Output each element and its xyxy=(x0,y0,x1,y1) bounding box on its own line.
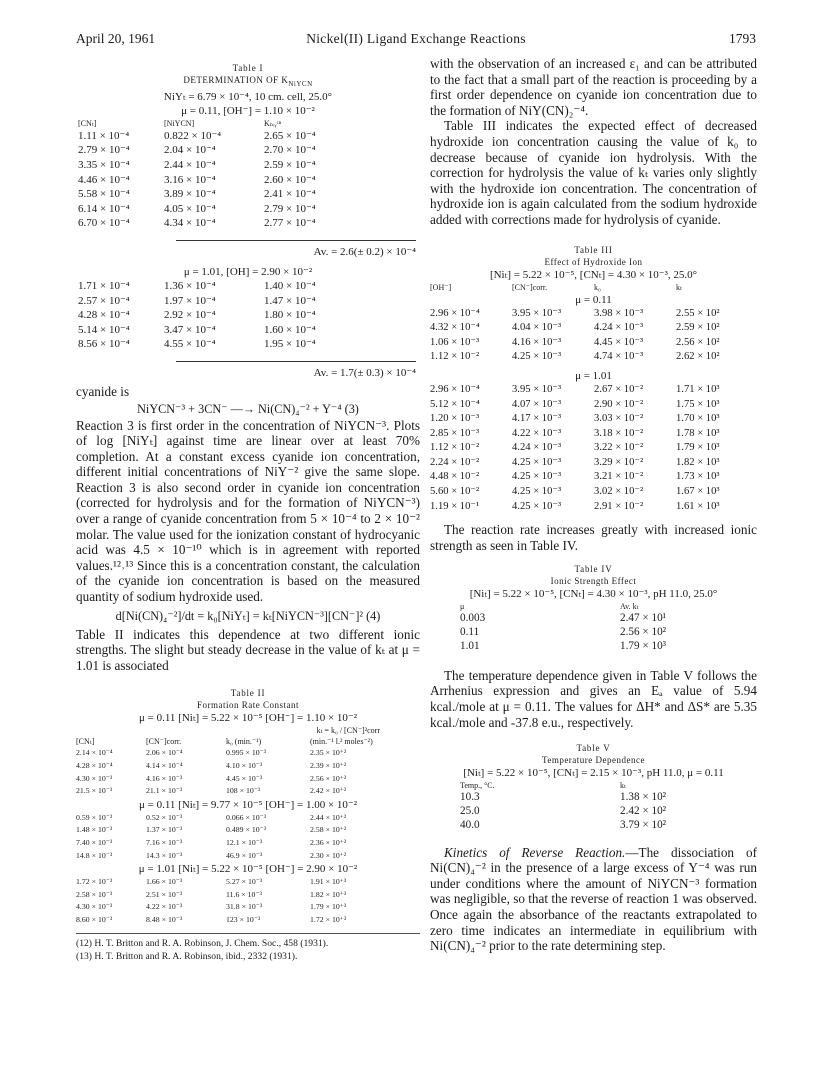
table-2-cell: 7.16 × 10⁻³ xyxy=(146,837,183,847)
table-2-grid-c xyxy=(76,876,420,926)
table-4-cell: 0.11 xyxy=(460,626,480,639)
running-header xyxy=(76,31,756,51)
table-2-cell: 4.30 × 10⁻³ xyxy=(76,902,113,912)
table-2-row xyxy=(76,812,420,825)
table-1-row xyxy=(78,308,338,323)
paragraph-temperature: The temperature dependence given in Table V follows the Arrhenius expression and gives an Eₐ value of 5.94 kcal./mole at μ = 0.11. The values for ΔH* and ΔS* are 5.35 kcal./mole and -37.8 e.u., respectively. xyxy=(430,667,757,730)
table-1-cell: 2.57 × 10⁻⁴ xyxy=(78,294,130,307)
table-4-label: Table IV xyxy=(574,564,613,575)
table-3-cell: 1.82 × 10³ xyxy=(676,456,720,468)
table-3-cell: 4.32 × 10⁻⁴ xyxy=(430,322,480,334)
table-1 xyxy=(76,62,420,380)
table-2-cell: 4.10 × 10⁻³ xyxy=(226,761,263,771)
table-3-cell: 1.61 × 10³ xyxy=(676,500,720,512)
table-4-row xyxy=(460,626,720,640)
table-1-cell: 1.97 × 10⁻⁴ xyxy=(164,294,216,307)
table-2-cell: 2.58 × 10⁺² xyxy=(310,825,347,835)
table-3-caption: Effect of Hydroxide Ion xyxy=(544,256,643,267)
table-3-cell: 4.22 × 10⁻³ xyxy=(512,427,562,439)
table-3-cell: 1.73 × 10³ xyxy=(676,471,720,483)
table-4-cell: 0.003 xyxy=(460,612,486,625)
table-3-grid-b xyxy=(430,383,757,514)
table-1-caption: DETERMINATION OF $K_{NiYCN}$ xyxy=(183,75,313,88)
header-date: April 20, 1961 xyxy=(76,31,156,46)
table-2-cell: 7.40 × 10⁻³ xyxy=(76,837,113,847)
table-1-cell: 1.80 × 10⁻⁴ xyxy=(264,309,316,322)
table-2-cell: 2.42 × 10⁺² xyxy=(310,786,347,796)
table-1-conditions-2: μ = 0.11, [OH⁻] = 1.10 × 10⁻² xyxy=(181,104,315,117)
table-1-header: [CNₜ] xyxy=(78,118,97,128)
table-4-cell: 1.01 xyxy=(460,640,480,653)
table-2-cell: 0.489 × 10⁻³ xyxy=(226,825,267,835)
table-2-row xyxy=(76,837,420,850)
table-4-cell: 2.56 × 10² xyxy=(620,626,667,639)
table-2-cell: 1.79 × 10⁺³ xyxy=(310,902,347,912)
table-2-header: [CN⁻]corr. xyxy=(146,737,182,747)
table-1-cell: 0.822 × 10⁻⁴ xyxy=(164,129,222,142)
table-1-cell: 5.58 × 10⁻⁴ xyxy=(78,188,130,201)
table-5-cell: 3.79 × 10² xyxy=(620,818,667,831)
table-3-row xyxy=(430,321,757,336)
table-3-cell: 3.21 × 10⁻² xyxy=(594,471,644,483)
table-4-caption: Ionic Strength Effect xyxy=(550,576,637,587)
table-3-cell: 1.67 × 10³ xyxy=(676,486,720,498)
table-3-mu-2: μ = 1.01 xyxy=(575,369,612,382)
table-2-conditions-2: μ = 0.11 [Niₜ] = 9.77 × 10⁻⁵ [OH⁻] = 1.00 × 10⁻² xyxy=(138,798,358,811)
table-2-cell: 8.60 × 10⁻³ xyxy=(76,914,113,924)
table-2-cell: 14.3 × 10⁻³ xyxy=(146,850,183,860)
table-2-row xyxy=(76,747,420,760)
table-2-conditions-3: μ = 1.01 [Niₜ] = 5.22 × 10⁻⁵ [OH⁻] = 2.90 × 10⁻² xyxy=(138,863,358,876)
table-3-row xyxy=(430,383,757,398)
table-1-cell: 6.14 × 10⁻⁴ xyxy=(78,202,130,215)
table-3-cell: 1.71 × 10³ xyxy=(676,383,720,395)
paragraph-table-2-intro: Table II indicates this dependence at two different ionic strengths. The slight but steady decrease in the value of kₜ at μ = 1.01 is associated xyxy=(76,626,420,673)
table-3-cell: 4.25 × 10⁻³ xyxy=(512,456,562,468)
table-2-cell: 46.9 × 10⁻³ xyxy=(226,850,263,860)
table-3-cell: 5.60 × 10⁻² xyxy=(430,486,480,498)
table-1-cell: 2.41 × 10⁻⁴ xyxy=(264,188,316,201)
table-1-row xyxy=(78,158,338,173)
table-3-cell: 4.25 × 10⁻³ xyxy=(512,486,562,498)
table-3-row xyxy=(430,456,757,471)
table-1-cell: 2.79 × 10⁻⁴ xyxy=(78,144,130,157)
table-1-cell: 1.36 × 10⁻⁴ xyxy=(164,279,216,292)
table-2-cell: 5.27 × 10⁻³ xyxy=(226,877,263,887)
table-2-cell: 1.72 × 10⁺³ xyxy=(310,914,347,924)
table-3-cell: 3.02 × 10⁻² xyxy=(594,486,644,498)
table-3-cell: 4.24 × 10⁻³ xyxy=(512,442,562,454)
table-2-cell: 1.37 × 10⁻³ xyxy=(146,825,183,835)
table-3 xyxy=(430,244,757,515)
table-4-row xyxy=(460,640,720,654)
table-2-row xyxy=(76,760,420,773)
table-1-row xyxy=(78,173,338,188)
table-2-cell: 0.52 × 10⁻³ xyxy=(146,812,183,822)
table-3-cell: 2.24 × 10⁻² xyxy=(430,456,480,468)
table-3-cell: 2.90 × 10⁻² xyxy=(594,398,644,410)
table-2-cell: 108 × 10⁻³ xyxy=(226,786,261,796)
table-1-cell: 4.34 × 10⁻⁴ xyxy=(164,217,216,230)
table-2-cell: 4.28 × 10⁻⁴ xyxy=(76,761,113,771)
table-3-cell: 1.06 × 10⁻³ xyxy=(430,336,480,348)
table-3-cell: 2.96 × 10⁻⁴ xyxy=(430,307,480,319)
table-1-row xyxy=(78,279,338,294)
table-1-row xyxy=(78,187,338,202)
table-3-cell: 1.12 × 10⁻² xyxy=(430,351,480,363)
table-3-conditions: [Niₜ] = 5.22 × 10⁻⁵, [CNₜ] = 4.30 × 10⁻³, 25.0° xyxy=(489,268,698,281)
footnotes xyxy=(76,937,420,963)
table-1-header: Kₙᵢᵧᶜⁿ xyxy=(264,118,282,128)
paragraph-reaction-3: Reaction 3 is first order in the concentration of NiYCN⁻³. Plots of log [NiYₜ] against time are linear over at least 70% completion. At a constant excess cyanide ion concentration, different initial concentrations of NiY⁻² give the same slope. Reaction 3 is also second order in cyanide ion concentration (corrected for hydrolysis and for the formation of NiYCN⁻³) over a range of cyanide concentration from 5 × 10⁻⁴ to 2 × 10⁻² molar. The value used for the ionization constant of hydrocyanic acid was 4.5 × 10⁻¹⁰ which is in agreement with reported values.¹²˒¹³ Since this is a concentration constant, the calculation of the cyanide ion concentration is based on the measured quantity of sodium hydroxide used. xyxy=(76,417,420,605)
table-3-cell: 3.22 × 10⁻² xyxy=(594,442,644,454)
table-1-conditions: NiYₜ = 6.79 × 10⁻⁴, 10 cm. cell, 25.0° xyxy=(163,90,333,103)
table-1-row xyxy=(78,202,338,217)
table-1-row xyxy=(78,129,338,144)
table-1-grid-a xyxy=(78,118,338,231)
table-2-cell: 0.995 × 10⁻³ xyxy=(226,748,267,758)
table-1-cell: 2.70 × 10⁻⁴ xyxy=(264,144,316,157)
table-5-conditions: [Niₜ] = 5.22 × 10⁻⁵, [CNₜ] = 2.15 × 10⁻³, pH 11.0, μ = 0.11 xyxy=(463,767,724,780)
table-5-header: kₜ xyxy=(620,781,626,791)
table-5-label: Table V xyxy=(576,743,611,754)
table-1-cell: 2.60 × 10⁻⁴ xyxy=(264,173,316,186)
left-column xyxy=(76,56,420,963)
table-1-conditions-3: μ = 1.01, [OH] = 2.90 × 10⁻² xyxy=(183,265,313,278)
table-1-cell: 1.11 × 10⁻⁴ xyxy=(78,129,130,142)
table-2-cell: 21.1 × 10⁻³ xyxy=(146,786,183,796)
table-1-average-a: Av. = 2.6(± 0.2) × 10⁻⁴ xyxy=(76,231,416,259)
table-2-cell: 2.56 × 10⁺² xyxy=(310,773,347,783)
table-1-row xyxy=(78,337,338,352)
table-2-row xyxy=(76,785,420,798)
table-4-cell: 2.47 × 10¹ xyxy=(620,612,667,625)
table-3-label: Table III xyxy=(574,244,613,255)
table-2-cell: 14.8 × 10⁻³ xyxy=(76,850,113,860)
table-2-cell: 0.066 × 10⁻³ xyxy=(226,812,267,822)
table-2-grid-b xyxy=(76,812,420,862)
table-1-cell: 4.46 × 10⁻⁴ xyxy=(78,173,130,186)
table-2-row xyxy=(76,850,420,863)
table-3-cell: 1.75 × 10³ xyxy=(676,398,720,410)
table-3-row xyxy=(430,500,757,515)
table-5-grid xyxy=(460,780,720,832)
table-2-cell: 2.36 × 10⁺² xyxy=(310,837,347,847)
table-2-cell: 2.35 × 10⁺² xyxy=(310,748,347,758)
table-2-cell: 1.91 × 10⁺³ xyxy=(310,877,347,887)
table-1-cell: 5.14 × 10⁻⁴ xyxy=(78,323,130,336)
table-3-cell: 1.78 × 10³ xyxy=(676,427,720,439)
paragraph-ionic-strength: The reaction rate increases greatly with increased ionic strength as seen in Table IV. xyxy=(430,522,757,553)
table-3-cell: 4.04 × 10⁻³ xyxy=(512,322,562,334)
table-3-cell: 4.45 × 10⁻³ xyxy=(594,336,644,348)
paragraph-reverse-reaction: Kinetics of Reverse Reaction.—The dissociation of Ni(CN)₄⁻² in the presence of a large excess of Y⁻⁴ was run under conditions where the amount of NiYCN⁻³ formation was negligible, so that the reverse of reaction 1 was observed. Once again the absorbance of the reactants extrapolated to zero time indicates an intermediate in equilibrium with Ni(CN)₄⁻² prior to the rate determining step. xyxy=(430,844,757,954)
table-2-cell: 1.72 × 10⁻³ xyxy=(76,877,113,887)
table-5-cell: 2.42 × 10² xyxy=(620,805,667,817)
table-3-header: [OH⁻] xyxy=(430,282,452,292)
table-3-cell: 2.55 × 10² xyxy=(676,307,720,319)
table-5-cell: 25.0 xyxy=(460,805,480,817)
table-3-row xyxy=(430,350,757,365)
table-5-row xyxy=(460,805,720,819)
table-1-cell: 3.47 × 10⁻⁴ xyxy=(164,323,216,336)
table-4-header: μ xyxy=(460,602,465,612)
table-4-cell: 1.79 × 10³ xyxy=(620,640,667,653)
table-2-row xyxy=(76,889,420,902)
table-2-header: k₀ (min.⁻¹) xyxy=(226,737,262,747)
table-2-row xyxy=(76,824,420,837)
table-2-row xyxy=(76,901,420,914)
table-4-conditions: [Niₜ] = 5.22 × 10⁻⁵, [CNₜ] = 4.30 × 10⁻³, pH 11.0, 25.0° xyxy=(469,588,718,601)
table-3-cell: 3.29 × 10⁻² xyxy=(594,456,644,468)
table-3-grid xyxy=(430,282,757,293)
table-3-row xyxy=(430,336,757,351)
table-3-header: k₀ xyxy=(594,282,601,292)
table-5-caption: Temperature Dependence xyxy=(541,755,646,766)
table-2-cell: 123 × 10⁻³ xyxy=(226,914,261,924)
table-2-cell: 11.6 × 10⁻³ xyxy=(226,889,262,899)
table-3-row xyxy=(430,427,757,442)
table-3-cell: 4.25 × 10⁻³ xyxy=(512,351,562,363)
table-1-grid-b xyxy=(78,279,338,352)
table-3-row xyxy=(430,398,757,413)
table-3-cell: 1.12 × 10⁻² xyxy=(430,442,480,454)
table-2-kt-definition: kₜ = k₀ / [CN⁻]²corr xyxy=(316,726,380,736)
table-2 xyxy=(76,687,420,926)
table-2-cell: 31.8 × 10⁻³ xyxy=(226,902,263,912)
table-5-cell: 1.38 × 10² xyxy=(620,791,667,804)
table-3-cell: 1.19 × 10⁻¹ xyxy=(430,500,480,512)
table-3-header: [CN⁻]corr. xyxy=(512,282,548,292)
header-title: Nickel(II) Ligand Exchange Reactions xyxy=(306,31,526,46)
table-4-row xyxy=(460,612,720,626)
table-3-cell: 4.16 × 10⁻³ xyxy=(512,336,562,348)
table-3-cell: 2.56 × 10² xyxy=(676,336,720,348)
paragraph-table-3-intro: Table III indicates the expected effect of decreased hydroxide ion concentration causing the value of k₀ to decrease because of cyanide ion hydrolysis. With the correction for hydrolysis the value of kₜ varies only slightly with the hydroxide ion concentration. The concentration of hydroxide ion is again calculated from the sodium hydroxide added with corrections made for hydrolysis of cyanide. xyxy=(430,118,757,227)
table-1-label: Table I xyxy=(232,63,264,73)
table-1-cell: 1.40 × 10⁻⁴ xyxy=(264,279,316,292)
table-2-conditions-1: μ = 0.11 [Niₜ] = 5.22 × 10⁻⁵ [OH⁻] = 1.10 × 10⁻² xyxy=(138,712,358,725)
table-3-cell: 1.79 × 10³ xyxy=(676,442,720,454)
table-3-cell: 3.95 × 10⁻³ xyxy=(512,383,562,395)
table-3-cell: 2.62 × 10² xyxy=(676,351,720,363)
table-3-cell: 1.70 × 10³ xyxy=(676,413,720,425)
table-2-label: Table II xyxy=(230,688,266,699)
table-3-cell: 2.85 × 10⁻³ xyxy=(430,427,480,439)
table-3-cell: 3.18 × 10⁻² xyxy=(594,427,644,439)
table-2-row xyxy=(76,914,420,927)
table-2-cell: 8.48 × 10⁻³ xyxy=(146,914,183,924)
footnote-13: (13) H. T. Britton and R. A. Robinson, ibid., 2332 (1931). xyxy=(76,950,298,962)
table-1-row xyxy=(78,216,338,231)
table-1-cell: 4.55 × 10⁻⁴ xyxy=(164,338,216,351)
table-1-cell: 3.89 × 10⁻⁴ xyxy=(164,188,216,201)
table-2-cell: 4.14 × 10⁻⁴ xyxy=(146,761,183,771)
table-3-cell: 4.25 × 10⁻³ xyxy=(512,500,562,512)
table-3-grid-a xyxy=(430,307,757,365)
table-3-cell: 3.98 × 10⁻³ xyxy=(594,307,644,319)
table-2-cell: 2.14 × 10⁻⁴ xyxy=(76,748,113,758)
table-3-row xyxy=(430,470,757,485)
table-3-cell: 5.12 × 10⁻⁴ xyxy=(430,398,480,410)
table-1-cell: 1.47 × 10⁻⁴ xyxy=(264,294,316,307)
table-2-cell: 2.39 × 10⁺² xyxy=(310,761,347,771)
table-3-mu-1: μ = 0.11 xyxy=(575,293,612,306)
table-2-grid xyxy=(76,736,420,797)
table-5 xyxy=(430,742,757,832)
table-3-cell: 2.96 × 10⁻⁴ xyxy=(430,383,480,395)
table-1-cell: 2.65 × 10⁻⁴ xyxy=(264,129,316,142)
table-3-row xyxy=(430,441,757,456)
table-2-cell: 4.22 × 10⁻³ xyxy=(146,902,183,912)
table-3-cell: 4.48 × 10⁻² xyxy=(430,471,480,483)
table-2-cell: 1.48 × 10⁻³ xyxy=(76,825,113,835)
table-3-row xyxy=(430,485,757,500)
table-3-cell: 4.07 × 10⁻³ xyxy=(512,398,562,410)
table-1-header: [NiYCN] xyxy=(164,118,195,128)
table-4-grid xyxy=(460,601,720,653)
table-1-cell: 4.05 × 10⁻⁴ xyxy=(164,202,216,215)
right-column xyxy=(430,56,757,954)
table-5-header: Temp., °C. xyxy=(460,781,495,791)
table-2-cell: 2.44 × 10⁺² xyxy=(310,812,347,822)
table-2-cell: 2.51 × 10⁻³ xyxy=(146,889,183,899)
table-1-cell: 4.28 × 10⁻⁴ xyxy=(78,309,130,322)
table-2-cell: 12.1 × 10⁻³ xyxy=(226,837,263,847)
table-3-cell: 2.67 × 10⁻² xyxy=(594,383,644,395)
table-3-cell: 4.17 × 10⁻³ xyxy=(512,413,562,425)
table-1-cell: 2.59 × 10⁻⁴ xyxy=(264,158,316,171)
table-1-cell: 6.70 × 10⁻⁴ xyxy=(78,217,130,230)
table-2-cell: 1.66 × 10⁻³ xyxy=(146,877,183,887)
table-1-cell: 2.77 × 10⁻⁴ xyxy=(264,217,316,230)
table-3-row xyxy=(430,412,757,427)
table-3-cell: 1.20 × 10⁻³ xyxy=(430,413,480,425)
table-2-cell: 4.30 × 10⁻³ xyxy=(76,773,113,783)
table-5-row xyxy=(460,819,720,833)
table-2-cell: 0.59 × 10⁻³ xyxy=(76,812,113,822)
table-2-cell: 21.5 × 10⁻³ xyxy=(76,786,113,796)
table-5-cell: 10.3 xyxy=(460,791,480,804)
equation-3: NiYCN⁻³ + 3CN⁻ —→ Ni(CN)₄⁻² + Y⁻⁴ (3) xyxy=(137,401,359,416)
table-3-cell: 3.03 × 10⁻² xyxy=(594,413,644,425)
table-3-row xyxy=(430,307,757,322)
table-2-cell: 2.58 × 10⁻³ xyxy=(76,889,113,899)
equation-4: d[Ni(CN)₄⁻²]/dt = k₀[NiYₜ] = kₜ[NiYCN⁻³][CN⁻]² (4) xyxy=(115,608,381,623)
paragraph-observation: with the observation of an increased ε₁ and can be attributed to the fact that a small part of the reaction is proceeding by a first order dependence on cyanide ion concentration due to the formation of NiY(CN)₂⁻⁴. xyxy=(430,56,757,118)
table-1-cell: 2.79 × 10⁻⁴ xyxy=(264,202,316,215)
table-2-row xyxy=(76,876,420,889)
table-1-cell: 3.16 × 10⁻⁴ xyxy=(164,173,216,186)
table-1-row xyxy=(78,143,338,158)
table-3-cell: 4.74 × 10⁻³ xyxy=(594,351,644,363)
table-2-caption: Formation Rate Constant xyxy=(197,700,299,711)
table-2-cell: 2.30 × 10⁺² xyxy=(310,850,347,860)
table-4 xyxy=(430,563,757,653)
table-3-cell: 2.59 × 10² xyxy=(676,322,720,334)
table-1-cell: 2.04 × 10⁻⁴ xyxy=(164,144,216,157)
table-1-cell: 8.56 × 10⁻⁴ xyxy=(78,338,130,351)
table-3-cell: 2.91 × 10⁻² xyxy=(594,500,644,512)
table-2-cell: 2.06 × 10⁻⁴ xyxy=(146,748,183,758)
table-4-header: Av. kₜ xyxy=(620,602,639,612)
text-cyanide-is: cyanide is xyxy=(76,383,130,399)
page-number: 1793 xyxy=(729,31,756,46)
table-1-average-b: Av. = 1.7(± 0.3) × 10⁻⁴ xyxy=(76,352,416,380)
table-5-cell: 40.0 xyxy=(460,818,480,831)
table-2-cell: 4.16 × 10⁻³ xyxy=(146,773,183,783)
table-1-row xyxy=(78,323,338,338)
table-1-cell: 2.92 × 10⁻⁴ xyxy=(164,309,216,322)
table-1-cell: 3.35 × 10⁻⁴ xyxy=(78,158,130,171)
table-3-cell: 4.24 × 10⁻³ xyxy=(594,322,644,334)
table-2-cell: 1.82 × 10⁺³ xyxy=(310,889,347,899)
table-2-cell: 4.45 × 10⁻³ xyxy=(226,773,263,783)
table-3-cell: 4.25 × 10⁻³ xyxy=(512,471,562,483)
footnote-12: (12) H. T. Britton and R. A. Robinson, J. Chem. Soc., 458 (1931). xyxy=(76,937,329,949)
table-3-cell: 3.95 × 10⁻³ xyxy=(512,307,562,319)
table-1-cell: 1.95 × 10⁻⁴ xyxy=(264,338,316,351)
table-2-header: (min.⁻¹ l.² moles⁻²) xyxy=(310,737,373,747)
table-1-row xyxy=(78,294,338,309)
table-3-header: kₜ xyxy=(676,282,682,292)
table-2-header: [CNₜ] xyxy=(76,737,95,747)
table-2-row xyxy=(76,773,420,786)
table-1-cell: 1.71 × 10⁻⁴ xyxy=(78,279,130,292)
table-1-cell: 2.44 × 10⁻⁴ xyxy=(164,158,216,171)
table-1-cell: 1.60 × 10⁻⁴ xyxy=(264,323,316,336)
table-5-row xyxy=(460,791,720,805)
